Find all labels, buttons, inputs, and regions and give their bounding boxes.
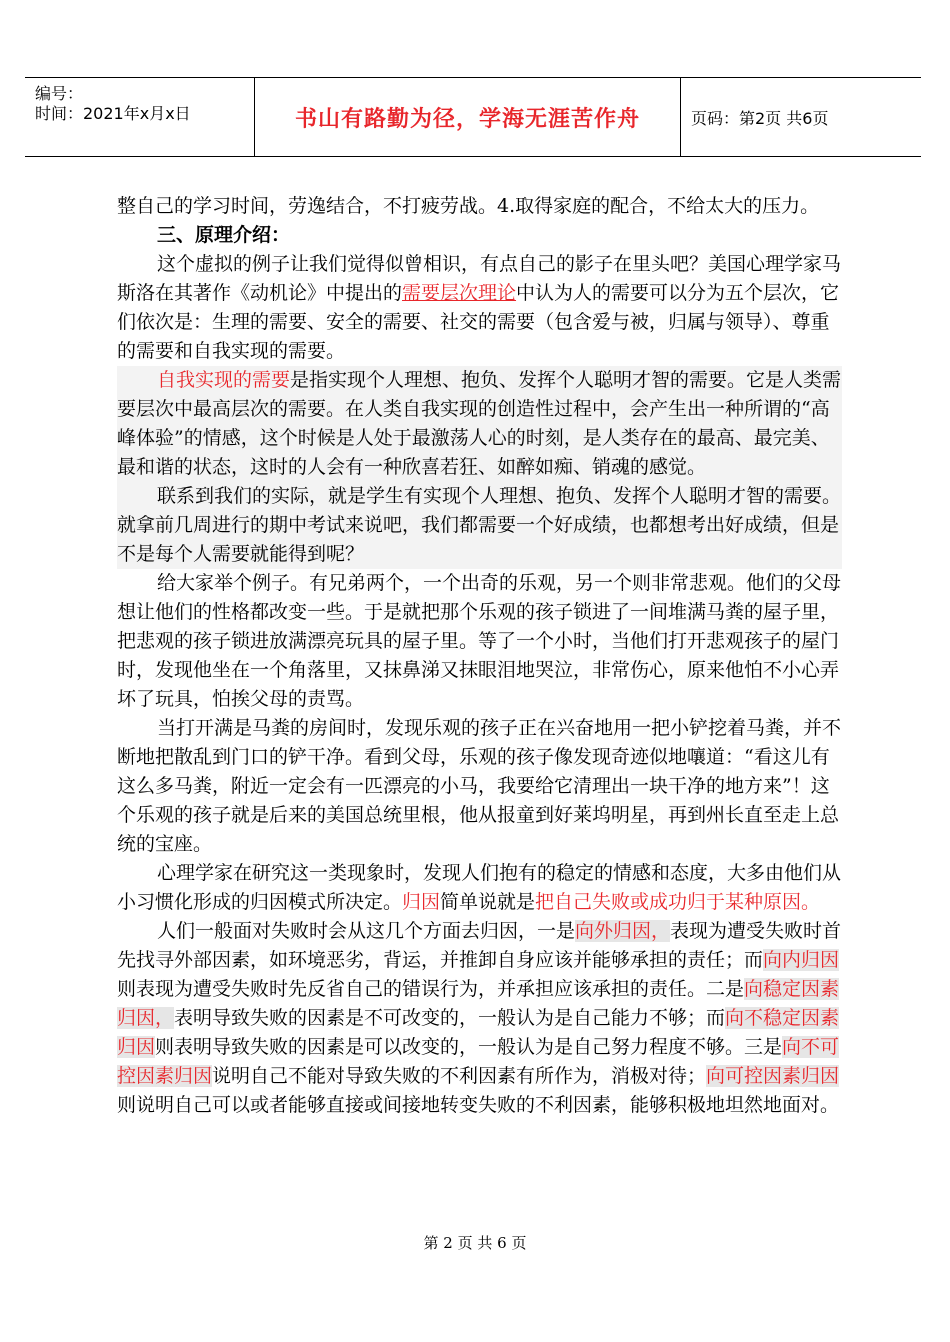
key-term: 向不可控因素归因 — [117, 1036, 840, 1087]
page-header — [25, 77, 921, 157]
key-term: 归因 — [402, 891, 441, 913]
key-term: 向稳定因素归因， — [117, 978, 840, 1029]
header-time: 时间：2021年x月x日 — [35, 104, 191, 123]
document-body — [117, 192, 842, 1120]
key-term: 向内归因 — [763, 949, 840, 971]
term-link[interactable]: 需要层次理论 — [402, 282, 517, 304]
paragraph: 整自己的学习时间，劳逸结合，不打疲劳战。4.取得家庭的配合，不给太大的压力。 — [117, 195, 820, 217]
header-divider — [680, 78, 681, 156]
paragraph: 联系到我们的实际，就是学生有实现个人理想、抱负、发挥个人聪明才智的需要。就拿前几周进行的期中考试来说吧，我们都需要一个好成绩，也都想考出好成绩，但是不是每个人需要就能得到呢？ — [117, 482, 842, 569]
header-page-number: 页码：第2页 共6页 — [691, 108, 829, 128]
section-heading: 三、原理介绍： — [157, 224, 291, 246]
key-term: 把自己失败或成功归于某种原因。 — [535, 891, 821, 913]
key-term: 自我实现的需要 — [157, 369, 291, 391]
paragraph: 人们一般面对失败时会从这几个方面去归因，一是向外归因，表现为遭受失败时首先找寻外部因素，如环境恶劣，背运，并推卸自身应该并能够承担的责任；而向内归因则表现为遭受失败时先反省自己的错误行为，并承担应该承担的责任。二是向稳定因素归因，表明导致失败的因素是不可改变的，一般认为是自己能力不够；而向不稳定因素归因则表明导致失败的因素是可以改变的，一般认为是自己努力程度不够。三是向不可控因素归因说明自己不能对导致失败的不利因素有所作为，消极对待；向可控因素归因则说明自己可以或者能够直接或间接地转变失败的不利因素，能够积极地坦然地面对。 — [117, 920, 842, 1116]
paragraph: 自我实现的需要是指实现个人理想、抱负、发挥个人聪明才智的需要。它是人类需要层次中最高层次的需要。在人类自我实现的创造性过程中，会产生出一种所谓的“高峰体验”的情感，这个时候是人处于最激荡人心的时刻，是人类存在的最高、最完美、最和谐的状态，这时的人会有一种欣喜若狂、如醉如痴、销魂的感觉。 — [117, 366, 842, 482]
key-term: 向不稳定因素归因 — [117, 1007, 840, 1058]
paragraph: 给大家举个例子。有兄弟两个，一个出奇的乐观，另一个则非常悲观。他们的父母想让他们的性格都改变一些。于是就把那个乐观的孩子锁进了一间堆满马粪的屋子里，把悲观的孩子锁进放满漂亮玩具的屋子里。等了一个小时，当他们打开悲观孩子的屋门时，发现他坐在一个角落里，又抹鼻涕又抹眼泪地哭泣，非常伤心，原来他怕不小心弄坏了玩具，怕挨父母的责骂。 — [117, 572, 842, 710]
header-motto: 书山有路勤为径，学海无涯苦作舟 — [294, 106, 640, 132]
paragraph: 这个虚拟的例子让我们觉得似曾相识，有点自己的影子在里头吧？美国心理学家马斯洛在其著作《动机论》中提出的需要层次理论中认为人的需要可以分为五个层次，它们依次是：生理的需要、安全的需要、社交的需要（包含爱与被，归属与领导）、尊重的需要和自我实现的需要。 — [117, 253, 842, 362]
paragraph: 当打开满是马粪的房间时，发现乐观的孩子正在兴奋地用一把小铲挖着马粪，并不断地把散乱到门口的铲干净。看到父母，乐观的孩子像发现奇迹似地嚷道：“看这儿有这么多马粪，附近一定会有一匹漂亮的小马，我要给它清理出一块干净的地方来”！这个乐观的孩子就是后来的美国总统里根，他从报童到好莱坞明星，再到州长直至走上总统的宝座。 — [117, 717, 842, 855]
key-term: 向可控因素归因 — [706, 1065, 840, 1087]
page-footer: 第 2 页 共 6 页 — [423, 1234, 527, 1252]
key-term: 向外归因， — [575, 920, 671, 942]
header-number: 编号： — [35, 84, 84, 103]
header-meta — [35, 84, 191, 124]
paragraph: 心理学家在研究这一类现象时，发现人们抱有的稳定的情感和态度，大多由他们从小习惯化形成的归因模式所决定。归因简单说就是把自己失败或成功归于某种原因。 — [117, 862, 842, 913]
